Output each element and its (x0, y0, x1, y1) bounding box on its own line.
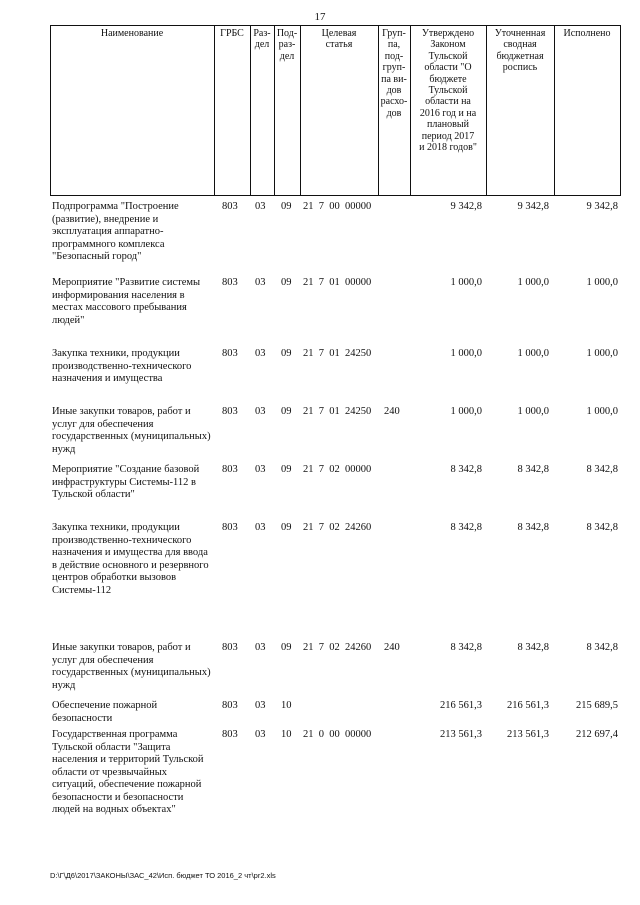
row-celevaya-statya: 21 7 00 00000 (303, 201, 372, 212)
row-utverzhdeno: 1 000,0 (450, 348, 482, 359)
row-grbs: 803 (222, 348, 238, 359)
page-number: 17 (314, 11, 326, 23)
header-bottom-border (50, 195, 621, 196)
row-name: Иные закупки товаров, работ и услуг для обеспечения государственных (муниципальных) нужд (52, 642, 211, 691)
row-utochnennaya: 8 342,8 (517, 642, 549, 653)
row-utochnennaya: 1 000,0 (517, 348, 549, 359)
row-utverzhdeno: 1 000,0 (450, 277, 482, 288)
row-name: Государственная программа Тульской области "Защита населения и территорий Тульской области от чрезвычайных ситуаций, обеспечение пожарной безопасности и безопасности людей на водных объектах" (52, 729, 204, 815)
row-name: Иные закупки товаров, работ и услуг для обеспечения государственных (муниципальных) нужд (52, 406, 211, 455)
row-razdel: 03 (255, 522, 266, 533)
row-razdel: 03 (255, 642, 266, 653)
header-name: Наименование (100, 28, 164, 39)
row-ispolneno: 215 689,5 (576, 700, 618, 711)
row-vid-rashodov: 240 (384, 406, 400, 417)
row-ispolneno: 8 342,8 (586, 642, 618, 653)
row-podrazdel: 09 (281, 277, 292, 288)
table-header (0, 25, 640, 195)
row-vid-rashodov: 240 (384, 642, 400, 653)
row-grbs: 803 (222, 700, 238, 711)
row-grbs: 803 (222, 642, 238, 653)
header-utverzhdeno: Утверждено Законом Тульской области "О бюджете Тульской области на 2016 год и на плановый период 2017 и 2018 годов" (419, 28, 477, 154)
row-podrazdel: 09 (281, 464, 292, 475)
row-utochnennaya: 9 342,8 (517, 201, 549, 212)
row-celevaya-statya: 21 0 00 00000 (303, 729, 372, 740)
row-utochnennaya: 8 342,8 (517, 464, 549, 475)
row-podrazdel: 09 (281, 522, 292, 533)
row-utochnennaya: 1 000,0 (517, 277, 549, 288)
row-razdel: 03 (255, 464, 266, 475)
row-podrazdel: 10 (281, 700, 292, 711)
row-grbs: 803 (222, 729, 238, 740)
row-utochnennaya: 8 342,8 (517, 522, 549, 533)
row-celevaya-statya: 21 7 01 24250 (303, 348, 372, 359)
row-ispolneno: 1 000,0 (586, 406, 618, 417)
row-ispolneno: 9 342,8 (586, 201, 618, 212)
row-utverzhdeno: 213 561,3 (440, 729, 482, 740)
row-podrazdel: 09 (281, 201, 292, 212)
row-ispolneno: 8 342,8 (586, 522, 618, 533)
row-ispolneno: 1 000,0 (586, 277, 618, 288)
row-utverzhdeno: 9 342,8 (450, 201, 482, 212)
row-grbs: 803 (222, 522, 238, 533)
row-utverzhdeno: 216 561,3 (440, 700, 482, 711)
row-razdel: 03 (255, 729, 266, 740)
row-ispolneno: 8 342,8 (586, 464, 618, 475)
header-celevaya-statya: Целевая статья (321, 28, 357, 51)
row-razdel: 03 (255, 700, 266, 711)
row-ispolneno: 212 697,4 (576, 729, 618, 740)
header-grbs: ГРБС (220, 28, 244, 39)
row-grbs: 803 (222, 406, 238, 417)
row-celevaya-statya: 21 7 02 00000 (303, 464, 372, 475)
row-ispolneno: 1 000,0 (586, 348, 618, 359)
row-razdel: 03 (255, 201, 266, 212)
header-ispolneno: Исполнено (563, 28, 611, 39)
row-celevaya-statya: 21 7 02 24260 (303, 642, 372, 653)
row-name: Закупка техники, продукции производственно-технического назначения и имущества (52, 348, 192, 384)
row-name: Мероприятие "Развитие системы информирования населения в местах массового пребывания людей" (52, 277, 201, 326)
header-podrazdel: Под- раз- дел (276, 28, 298, 62)
row-name: Обеспечение пожарной безопасности (52, 700, 158, 724)
footer-file-path: D:\Г\Д6\2017\ЗАКОНЫ\ЗАС_42\Исп. бюджет ТО 2016_2 чт\pr2.xls (50, 871, 276, 880)
header-gruppa: Груп- па, под- груп- па ви- дов расхо- дов (380, 28, 408, 119)
row-celevaya-statya: 21 7 02 24260 (303, 522, 372, 533)
row-name: Закупка техники, продукции производственно-технического назначения и имущества для ввода в действие основного и резервного центров обработки вызовов Системы-112 (52, 522, 209, 596)
row-razdel: 03 (255, 277, 266, 288)
row-razdel: 03 (255, 348, 266, 359)
row-utochnennaya: 1 000,0 (517, 406, 549, 417)
row-podrazdel: 09 (281, 642, 292, 653)
row-celevaya-statya: 21 7 01 24250 (303, 406, 372, 417)
row-utverzhdeno: 1 000,0 (450, 406, 482, 417)
row-utverzhdeno: 8 342,8 (450, 464, 482, 475)
row-podrazdel: 10 (281, 729, 292, 740)
row-grbs: 803 (222, 277, 238, 288)
header-razdel: Раз- дел (253, 28, 271, 51)
row-grbs: 803 (222, 201, 238, 212)
row-razdel: 03 (255, 406, 266, 417)
row-utochnennaya: 213 561,3 (507, 729, 549, 740)
row-utverzhdeno: 8 342,8 (450, 522, 482, 533)
row-celevaya-statya: 21 7 01 00000 (303, 277, 372, 288)
row-podrazdel: 09 (281, 348, 292, 359)
row-utochnennaya: 216 561,3 (507, 700, 549, 711)
row-name: Подпрограмма "Построение (развитие), внедрение и эксплуатация аппаратно-программного комплекса "Безопасный город" (52, 201, 179, 262)
row-podrazdel: 09 (281, 406, 292, 417)
row-grbs: 803 (222, 464, 238, 475)
row-utverzhdeno: 8 342,8 (450, 642, 482, 653)
row-name: Мероприятие "Создание базовой инфраструктуры Системы-112 в Тульской области" (52, 464, 200, 500)
header-utochnennaya: Уточненная сводная бюджетная роспись (494, 28, 546, 74)
